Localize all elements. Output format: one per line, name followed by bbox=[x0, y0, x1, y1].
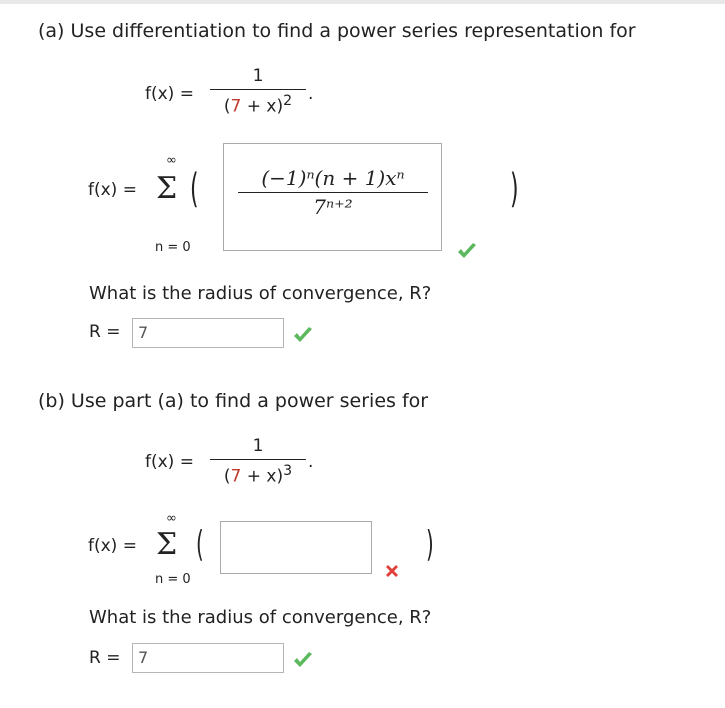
answer-numerator: (−1)ⁿ(n + 1)xⁿ bbox=[261, 166, 405, 190]
fraction-numerator: 1 bbox=[252, 66, 264, 86]
part-b-radius-label: R = bbox=[89, 648, 121, 668]
part-b-fx-label: f(x) = bbox=[145, 452, 194, 472]
part-b-period: . bbox=[308, 452, 314, 472]
part-a-fx-label: f(x) = bbox=[145, 84, 194, 104]
part-b-sum-lhs: f(x) = bbox=[88, 536, 137, 556]
part-b-radius-input[interactable]: 7 bbox=[132, 643, 284, 673]
part-a-answer-expression bbox=[238, 166, 428, 219]
part-a-sum-lhs: f(x) = bbox=[88, 180, 137, 200]
part-a-answer-input[interactable] bbox=[223, 143, 442, 251]
part-a-radius-input[interactable]: 7 bbox=[132, 318, 284, 348]
cross-mark-icon bbox=[384, 563, 400, 579]
fraction-numerator: 1 bbox=[252, 436, 264, 456]
answer-denominator: 7ⁿ⁺² bbox=[313, 195, 353, 219]
part-a-given-fraction bbox=[210, 66, 306, 117]
fraction-bar bbox=[210, 459, 306, 460]
part-b-sum-lower: n = 0 bbox=[155, 572, 191, 587]
fraction-bar bbox=[210, 89, 306, 90]
part-a-period: . bbox=[308, 84, 314, 104]
sigma-icon: Σ bbox=[156, 527, 178, 562]
part-a-heading: (a) Use differentiation to find a power series representation for bbox=[38, 20, 636, 42]
check-mark-icon bbox=[292, 326, 314, 344]
fraction-denominator: $(7 + x)^2$ bbox=[223, 93, 293, 117]
fraction-denominator: $(7 + x)^3$ bbox=[223, 463, 293, 487]
check-mark-icon bbox=[456, 242, 478, 260]
right-paren: ) bbox=[426, 524, 434, 565]
top-divider bbox=[0, 0, 725, 4]
left-paren: ( bbox=[196, 524, 204, 565]
answer-fraction-bar bbox=[238, 192, 428, 193]
part-b-given-fraction bbox=[210, 436, 306, 487]
part-b-sum-upper: ∞ bbox=[166, 511, 177, 526]
part-b-radius-question: What is the radius of convergence, R? bbox=[89, 607, 432, 628]
sigma-icon: Σ bbox=[156, 171, 178, 206]
part-a-sum-upper: ∞ bbox=[166, 153, 177, 168]
part-b-heading: (b) Use part (a) to find a power series for bbox=[38, 390, 429, 412]
part-a-radius-label: R = bbox=[89, 322, 121, 342]
right-paren: ) bbox=[510, 166, 519, 212]
part-b-answer-input[interactable] bbox=[220, 521, 372, 574]
check-mark-icon bbox=[292, 651, 314, 669]
part-a-radius-question: What is the radius of convergence, R? bbox=[89, 283, 432, 304]
part-a-sum-lower: n = 0 bbox=[155, 240, 191, 255]
left-paren: ( bbox=[190, 166, 199, 212]
